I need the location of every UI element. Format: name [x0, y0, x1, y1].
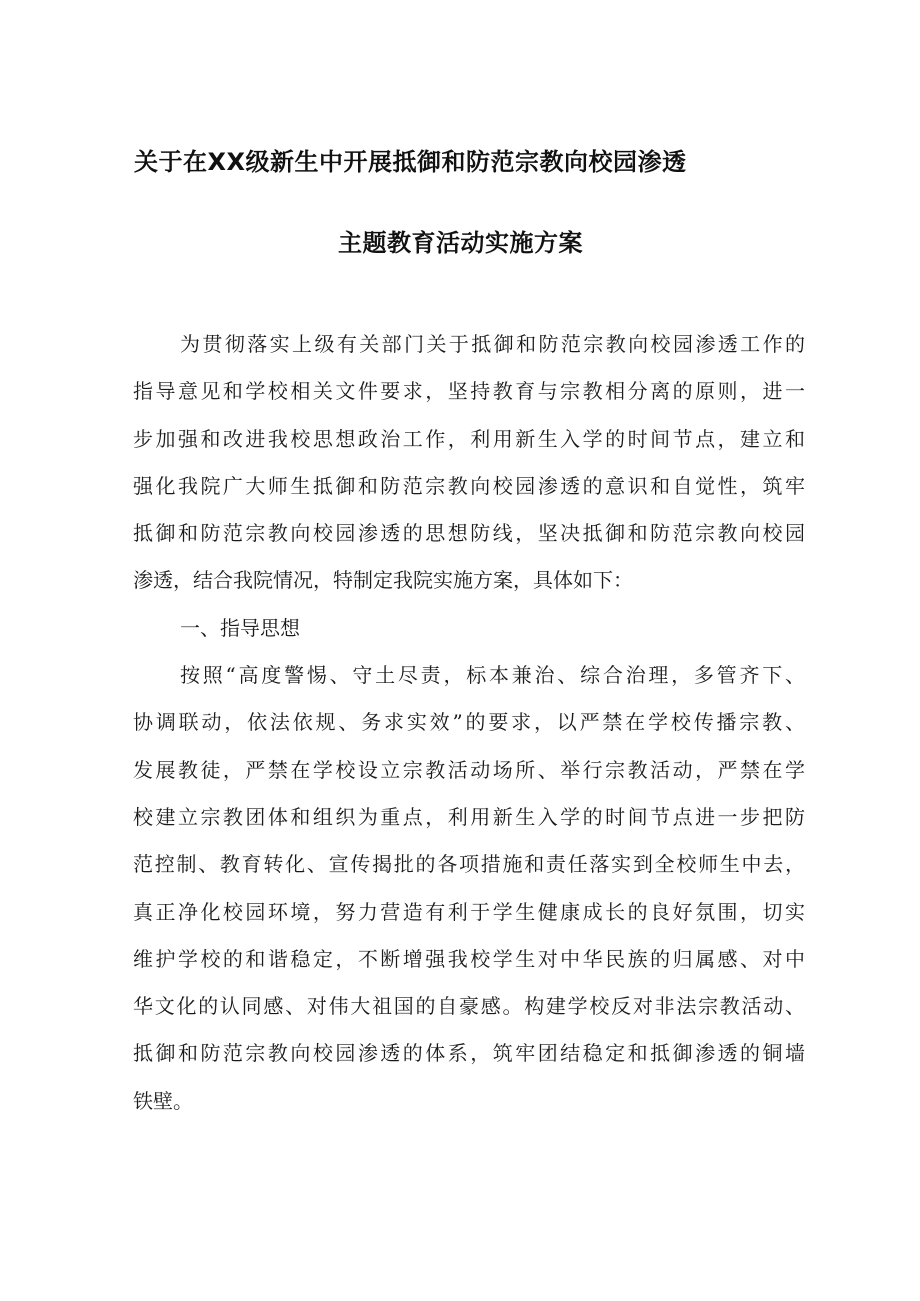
guiding-ideology-paragraph	[133, 652, 805, 1125]
document-body	[133, 321, 805, 1125]
paragraph-line: 强化我院广大师生抵御和防范宗教向校园渗透的意识和自觉性，筑牢	[133, 473, 805, 498]
paragraph-line: 真正净化校园环境，努力营造有利于学生健康成长的良好氛围，切实	[133, 899, 805, 924]
document-title-line-2: 主题教育活动实施方案	[338, 229, 583, 257]
paragraph-line: 协调联动，依法依规、务求实效”的要求，以严禁在学校传播宗教、	[133, 710, 805, 735]
document-title-line-1: 关于在XX级新生中开展抵御和防范宗教向校园渗透	[134, 148, 687, 176]
paragraph-line: 渗透，结合我院情况，特制定我院实施方案，具体如下：	[133, 568, 633, 593]
paragraph-line: 发展教徒，严禁在学校设立宗教活动场所、举行宗教活动，严禁在学	[133, 757, 805, 782]
paragraph-line: 铁壁。	[133, 1088, 193, 1113]
paragraph-line: 范控制、教育转化、宣传揭批的各项措施和责任落实到全校师生中去，	[133, 852, 805, 877]
paragraph-line: 指导意见和学校相关文件要求，坚持教育与宗教相分离的原则，进一	[133, 379, 805, 404]
paragraph-line: 按照“高度警惕、守土尽责，标本兼治、综合治理，多管齐下、	[180, 663, 805, 688]
paragraph-line: 抵御和防范宗教向校园渗透的思想防线，坚决抵御和防范宗教向校园	[133, 521, 805, 546]
intro-paragraph	[133, 321, 805, 605]
paragraph-line: 校建立宗教团体和组织为重点，利用新生入学的时间节点进一步把防	[133, 804, 805, 829]
paragraph-line: 维护学校的和谐稳定，不断增强我校学生对中华民族的归属感、对中	[133, 946, 805, 971]
section-heading: 一、指导思想	[180, 615, 300, 640]
paragraph-line: 步加强和改进我校思想政治工作，利用新生入学的时间节点，建立和	[133, 426, 805, 451]
paragraph-line: 为贯彻落实上级有关部门关于抵御和防范宗教向校园渗透工作的	[180, 332, 805, 356]
paragraph-line: 华文化的认同感、对伟大祖国的自豪感。构建学校反对非法宗教活动、	[133, 994, 805, 1019]
paragraph-line: 抵御和防范宗教向校园渗透的体系，筑牢团结稳定和抵御渗透的铜墙	[133, 1041, 805, 1066]
